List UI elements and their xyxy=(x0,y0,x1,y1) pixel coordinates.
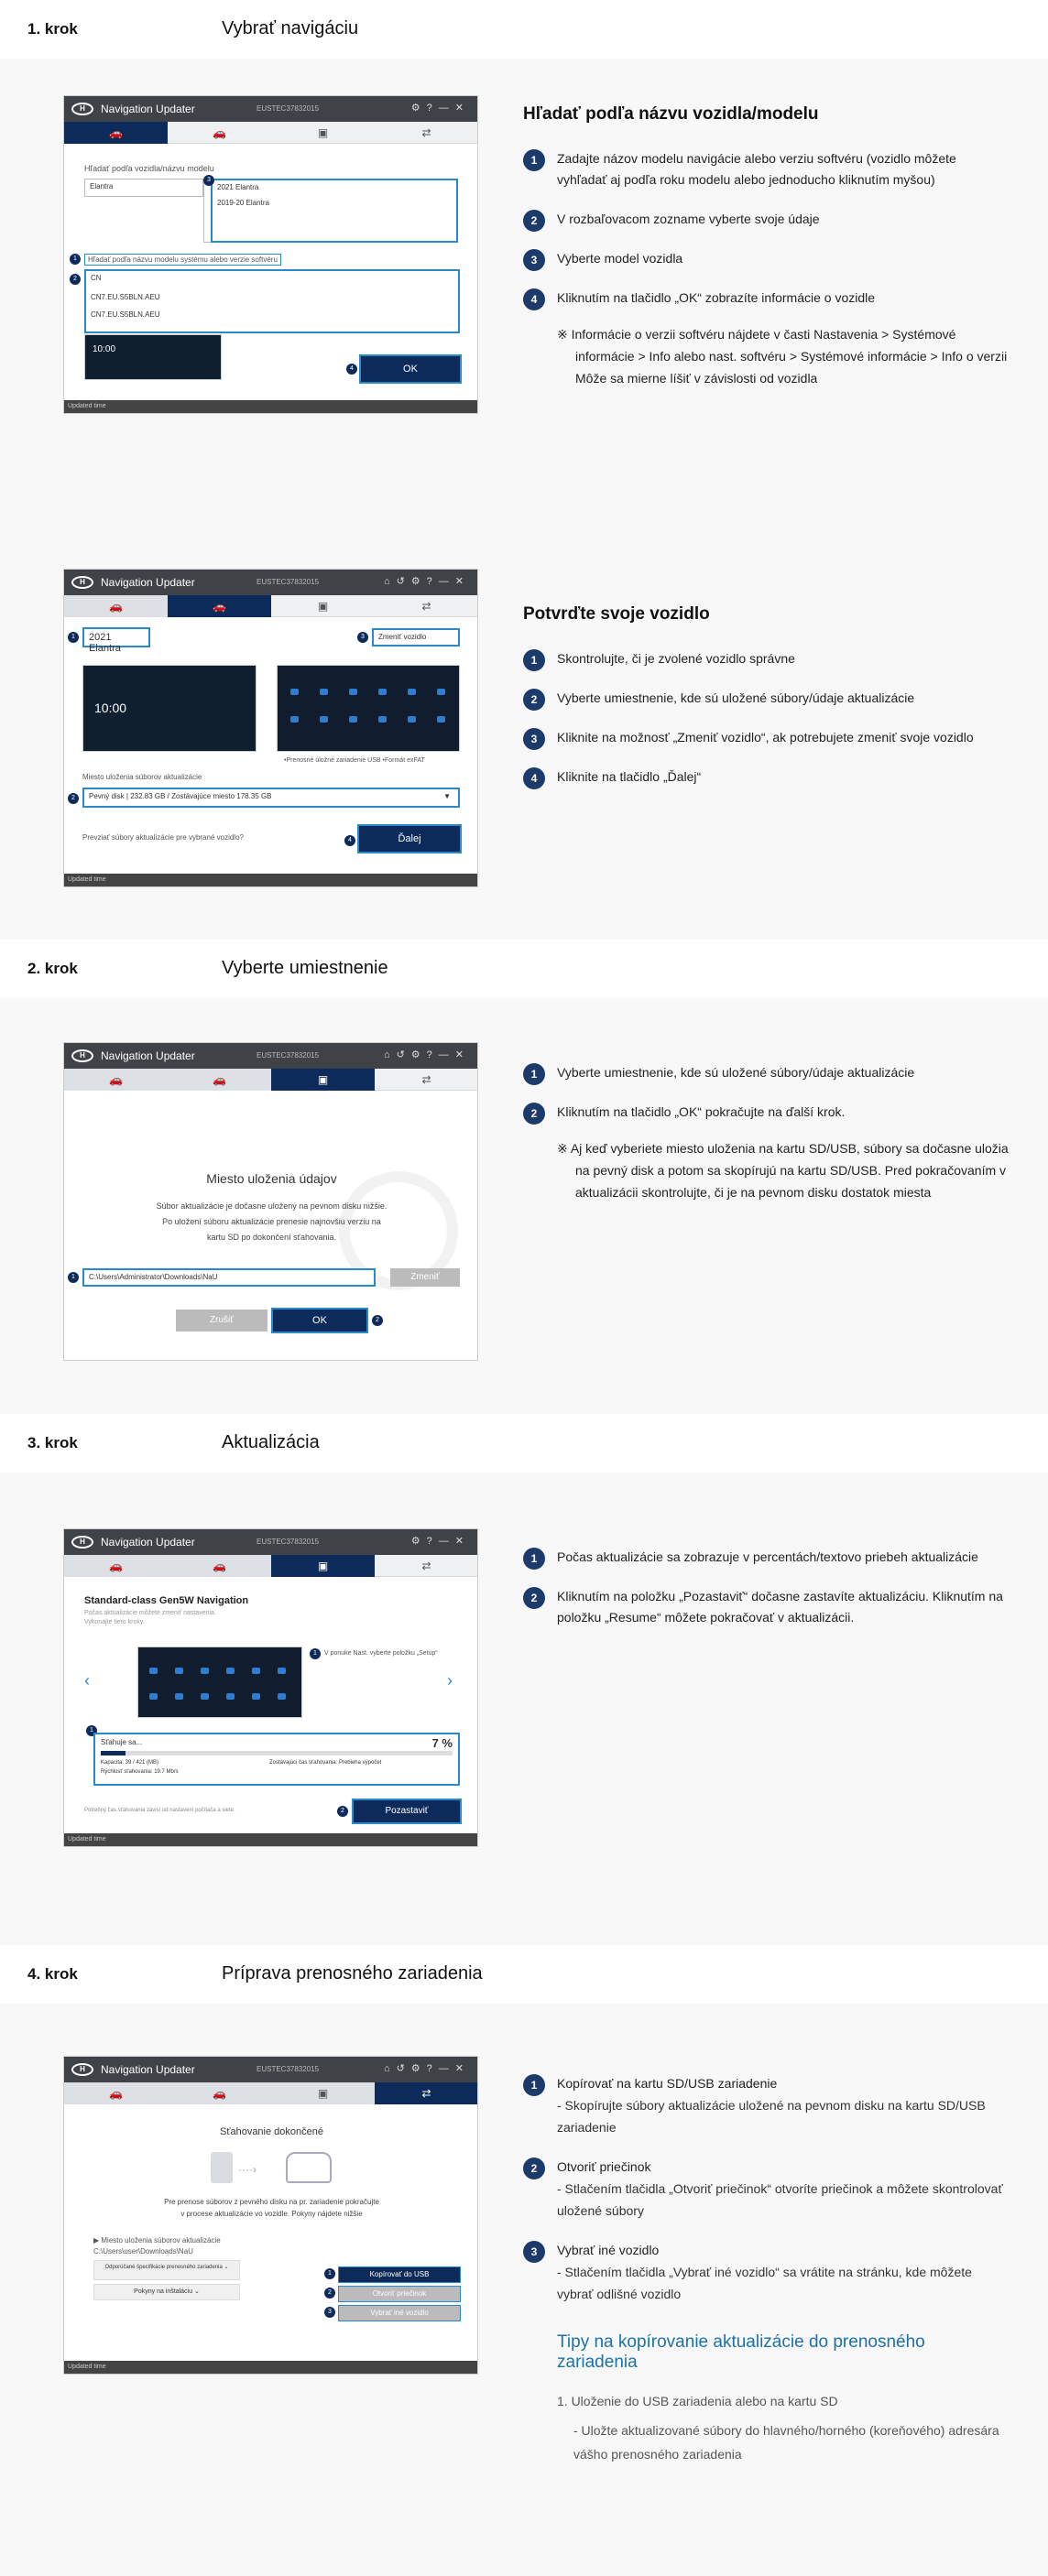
app-title: Navigation Updater xyxy=(101,1536,195,1549)
marker-tip: 1 xyxy=(310,1648,321,1659)
marker-2: 2 xyxy=(324,2288,335,2299)
title-bar xyxy=(64,1529,477,1555)
ok-button[interactable]: OK xyxy=(361,356,460,382)
previous-arrow-icon[interactable]: ‹ xyxy=(84,1671,90,1690)
path-input[interactable]: C:\Users\Administrator\Downloads\NaU xyxy=(82,1268,376,1287)
hyundai-logo-icon: H xyxy=(71,1536,93,1549)
instruction-item: 1 Zadajte názov modelu navigácie alebo verziu softvéru (vozidlo môžete vyhľadať aj podľa roku modelu alebo jednoducho kliknutím myšou) xyxy=(523,148,1009,190)
instruction-item: 4 Kliknutím na tlačidlo „OK“ zobrazíte informácie o vozidle xyxy=(523,288,1009,309)
update-subtitle: Počas aktualizácie môžete zmeniť nastavenia. xyxy=(84,1610,216,1616)
car-confirm-icon: 🚗 xyxy=(213,126,226,139)
copy-to-usb-button[interactable]: Kopírovať do USB xyxy=(339,2267,460,2282)
footer: Updated time xyxy=(64,1833,477,1846)
hyundai-logo-icon: H xyxy=(71,1049,93,1062)
app-title: Navigation Updater xyxy=(101,1049,195,1062)
step-label: 2. krok xyxy=(27,960,78,977)
device-caption: •Prenosné úložné zariadenie USB •Formát exFAT xyxy=(284,757,425,764)
step-bar xyxy=(64,1069,477,1091)
step1-instructions-search xyxy=(523,104,1009,389)
updater-window-search xyxy=(63,95,478,414)
navigation-home-preview xyxy=(82,665,257,752)
instructions-heading: Hľadať podľa názvu vozidla/modelu xyxy=(523,104,819,124)
search-label: Hľadať podľa vozidla/názvu modelu xyxy=(84,164,214,173)
select-other-vehicle-button[interactable]: Vybrať iné vozidlo xyxy=(339,2306,460,2321)
footer: Updated time xyxy=(64,874,477,886)
marker-2: 2 xyxy=(372,1315,383,1326)
car-search-icon[interactable]: 🚗 xyxy=(64,1069,168,1091)
step-bar xyxy=(64,122,477,144)
marker-1: 1 xyxy=(86,1725,97,1736)
transfer-arrow-icon: ····› xyxy=(238,2163,257,2176)
capacity-text: Kapacita: 39 / 421 (MB) xyxy=(101,1760,159,1766)
window-controls[interactable]: ⚙?—✕ xyxy=(410,1536,470,1547)
cancel-button[interactable]: Zrušiť xyxy=(176,1310,267,1331)
instruction-item: 2 Kliknutím na tlačidlo „OK“ pokračujte na ďalší krok. xyxy=(523,1102,1009,1123)
marker-1: 1 xyxy=(68,632,79,643)
model-option[interactable]: CN7.EU.S5BLN.AEU xyxy=(91,293,160,301)
download-complete-heading: Sťahovanie dokončené xyxy=(220,2126,323,2137)
user-id: EUSTEC37832015 xyxy=(257,1538,320,1546)
marker-1: 1 xyxy=(68,1272,79,1283)
progress-panel xyxy=(93,1733,460,1786)
user-id: EUSTEC37832015 xyxy=(257,1051,320,1060)
model-option[interactable]: CN7.EU.S5BLN.AEU xyxy=(91,310,160,319)
transfer-icon: ⇄ xyxy=(421,126,431,139)
transfer-icon[interactable]: ⇄ xyxy=(375,2082,478,2104)
car-search-icon[interactable]: 🚗 xyxy=(64,2082,168,2104)
location-label: ▶ Miesto uloženia súborov aktualizácie xyxy=(93,2236,221,2244)
marker-3: 3 xyxy=(203,175,214,186)
step-label: 3. krok xyxy=(27,1434,78,1451)
vehicle-list-item[interactable]: Elantra xyxy=(84,179,203,197)
step2-header xyxy=(0,940,1048,998)
updater-window-location xyxy=(63,1042,478,1361)
download-note: Potrebný čas sťahovania závisí od nastavení počítača a siete. xyxy=(84,1808,235,1813)
transfer-icon: ⇄ xyxy=(421,600,431,613)
speed-text: Rýchlosť sťahovania: 19.7 Mb/s xyxy=(101,1769,179,1775)
marker-3: 3 xyxy=(324,2307,335,2318)
user-id: EUSTEC37832015 xyxy=(257,2065,320,2073)
window-controls[interactable]: ⌂↺⚙?—✕ xyxy=(383,1049,470,1060)
step-bar xyxy=(64,2082,477,2104)
next-arrow-icon[interactable]: › xyxy=(447,1671,453,1690)
marker-2: 2 xyxy=(337,1806,348,1817)
transfer-icon: ⇄ xyxy=(421,1073,431,1086)
step-label: 1. krok xyxy=(27,20,78,38)
marker-4: 4 xyxy=(346,364,357,375)
updater-window-transfer xyxy=(63,2056,478,2375)
instruction-item: 3 Vybrať iné vozidlo - Stlačením tlačidla „Vybrať iné vozidlo“ sa vrátite na stránku, kde môžete vybrať odlišné vozidlo xyxy=(523,2240,1009,2305)
instruction-item: 2 Kliknutím na položku „Pozastaviť“ dočasne zastavíte aktualizáciu. Kliknutím na položku „Resume“ môžete pokračovať v aktualizácii. xyxy=(523,1586,1009,1628)
selected-vehicle: 2021 Elantra xyxy=(82,627,150,647)
app-title: Navigation Updater xyxy=(101,2063,195,2076)
step-label: 4. krok xyxy=(27,1965,78,1983)
step3-header xyxy=(0,1414,1048,1473)
clock-text: 10:00 xyxy=(94,701,127,715)
marker-3: 3 xyxy=(357,632,368,643)
download-icon[interactable]: ▣ xyxy=(271,1555,375,1577)
year-option[interactable]: 2019-20 Elantra xyxy=(217,199,269,207)
clock-text: 10:00 xyxy=(93,344,116,354)
footer: Updated time xyxy=(64,400,477,413)
progress-percent: 7 % xyxy=(431,1736,453,1750)
instruction-item: 1 Skontrolujte, či je zvolené vozidlo správne xyxy=(523,648,1009,669)
step3-instructions xyxy=(523,1547,1009,1647)
instruction-item: 1 Kopírovať na kartu SD/USB zariadenie - Skopírujte súbory aktualizácie uložené na pevnom disku na kartu SD/USB zariadenie xyxy=(523,2073,1009,2138)
download-question: Prevziať súbory aktualizácie pre vybrané vozidlo? xyxy=(82,833,244,842)
instruction-item: 2 Vyberte umiestnenie, kde sú uložené súbory/údaje aktualizácie xyxy=(523,688,1009,709)
instruction-item: 3 Kliknite na možnosť „Zmeniť vozidlo“, ak potrebujete zmeniť svoje vozidlo xyxy=(523,727,1009,748)
sd-card-icon xyxy=(211,2152,233,2183)
user-id: EUSTEC37832015 xyxy=(257,104,320,113)
update-heading: Standard-class Gen5W Navigation xyxy=(84,1595,249,1606)
storage-select[interactable]: Pevný disk | 232.83 GB / Zostávajúce miesto 178.35 GB ▼ xyxy=(82,788,460,808)
recommended-specs-dropdown[interactable]: Odporúčané špecifikácie prenosného zariadenia ⌄ xyxy=(93,2260,240,2280)
window-controls[interactable]: ⌂↺⚙?—✕ xyxy=(383,2063,470,2074)
storage-label: Miesto uloženia súborov aktualizácie xyxy=(82,773,202,781)
car-icon xyxy=(286,2152,332,2183)
progress-fill xyxy=(101,1751,126,1755)
progress-track xyxy=(101,1751,453,1755)
hyundai-logo-icon: H xyxy=(71,576,93,589)
step-title: Vyberte umiestnenie xyxy=(222,958,388,978)
navigation-menu-preview xyxy=(277,665,460,752)
instruction-item: 1 Vyberte umiestnenie, kde sú uložené súbory/údaje aktualizácie xyxy=(523,1062,1009,1083)
title-bar xyxy=(64,1043,477,1069)
change-vehicle-button[interactable]: Zmeniť vozidlo xyxy=(372,628,460,647)
car-confirm-icon[interactable]: 🚗 xyxy=(168,595,271,617)
change-path-button[interactable]: Zmeniť xyxy=(390,1268,460,1287)
instruction-item: 3 Vyberte model vozidla xyxy=(523,248,1009,269)
marker-1: 1 xyxy=(324,2268,335,2279)
year-list[interactable] xyxy=(211,179,458,243)
step1-instructions-confirm xyxy=(523,604,1009,806)
car-search-icon[interactable]: 🚗 xyxy=(64,1555,168,1577)
progress-label: Sťahuje sa... xyxy=(101,1738,143,1746)
title-bar xyxy=(64,2057,477,2082)
pause-button[interactable]: Pozastaviť xyxy=(354,1800,460,1822)
download-icon: ▣ xyxy=(317,600,329,613)
marker-4: 4 xyxy=(344,835,355,846)
title-bar xyxy=(64,96,477,122)
note: ※ Informácie o verzii softvéru nájdete v časti Nastavenia > Systémové informácie > Info alebo nast. softvéru > Systémové informácie > Info o verzii Môže sa mierne líšiť v závislosti od vozidla xyxy=(557,327,1008,386)
title-bar xyxy=(64,570,477,595)
window-controls[interactable]: ⌂↺⚙?—✕ xyxy=(383,576,470,587)
step2-instructions xyxy=(523,1062,1009,1203)
install-guide-dropdown[interactable]: Pokyny na inštaláciu ⌄ xyxy=(93,2284,240,2300)
model-search-dropdown[interactable] xyxy=(84,269,460,333)
updater-window-confirm xyxy=(63,569,478,887)
note: ※ Aj keď vyberiete miesto uloženia na kartu SD/USB, súbory sa dočasne uložia na pevný disk a potom sa skopírujú na kartu SD/USB. Pred pokračovaním v aktualizácii skontrolujte, či je na pevnom disku dostatok miesta xyxy=(557,1141,1009,1200)
car-confirm-icon[interactable]: 🚗 xyxy=(168,2082,271,2104)
step4-instructions xyxy=(523,2073,1009,2466)
app-title: Navigation Updater xyxy=(101,103,195,115)
car-search-icon[interactable]: 🚗 xyxy=(64,122,168,144)
step-bar xyxy=(64,1555,477,1577)
step4-header xyxy=(0,1945,1048,2004)
hyundai-logo-icon: H xyxy=(71,103,93,115)
download-icon[interactable]: ▣ xyxy=(271,2082,375,2104)
car-search-icon[interactable]: 🚗 xyxy=(64,595,168,617)
step1-header xyxy=(0,0,1048,59)
instruction-item: 2 Otvoriť priečinok - Stlačením tlačidla „Otvoriť priečinok“ otvoríte priečinok a môžete skontrolovať uložené súbory xyxy=(523,2157,1009,2222)
transfer-description: Pre prenose súborov z pevného disku na pr. zariadenie pokračujte v procese aktualizácie vo vozidle. Pokyny nájdete nižšie xyxy=(164,2198,379,2218)
car-confirm-icon[interactable]: 🚗 xyxy=(168,1555,271,1577)
download-icon: ▣ xyxy=(317,126,329,139)
year-option[interactable]: 2021 Elantra xyxy=(217,183,259,191)
tip-detail: - Uložte aktualizované súbory do hlavného/horného (koreňového) adresára vášho prenosného zariadenia xyxy=(573,2423,999,2462)
open-folder-button[interactable]: Otvoriť priečinok xyxy=(339,2287,460,2301)
setup-tip: V ponuke Nast. vyberte položku „Setup“ xyxy=(324,1650,438,1657)
tips-heading: Tipy na kopírovanie aktualizácie do prenosného zariadenia xyxy=(557,2332,925,2372)
location-path: C:\Users\user\Downloads\NaU xyxy=(93,2247,193,2255)
download-icon[interactable]: ▣ xyxy=(271,1069,375,1091)
car-confirm-icon[interactable]: 🚗 xyxy=(168,1069,271,1091)
instructions-heading: Potvrďte svoje vozidlo xyxy=(523,604,710,624)
footer: Updated time xyxy=(64,2361,477,2374)
model-search-input[interactable]: CN xyxy=(91,274,102,282)
navigation-preview xyxy=(84,334,222,380)
location-description: Súbor aktualizácie je dočasne uložený na pevnom disku nižšie. Po uložení súboru aktualizácie prenesie najnovšiu verziu na kartu SD po dokončení sťahovania. xyxy=(156,1201,388,1242)
instruction-item: 4 Kliknite na tlačidlo „Ďalej“ xyxy=(523,766,1009,788)
step-title: Vybrať navigáciu xyxy=(222,18,359,38)
instruction-item: 2 V rozbaľovacom zozname vyberte svoje údaje xyxy=(523,209,1009,230)
tip-item: 1. Uloženie do USB zariadenia alebo na kartu SD xyxy=(557,2394,838,2408)
marker-1: 1 xyxy=(70,254,81,265)
marker-2: 2 xyxy=(70,274,81,285)
next-button[interactable]: Ďalej xyxy=(359,826,460,852)
chevron-down-icon: ▼ xyxy=(443,792,451,800)
updater-window-update xyxy=(63,1528,478,1847)
marker-2: 2 xyxy=(68,793,79,804)
step-title: Aktualizácia xyxy=(222,1432,320,1452)
update-subtitle: Vykonajte tieto kroky. xyxy=(84,1619,145,1625)
instruction-item: 1 Počas aktualizácie sa zobrazuje v percentách/textovo priebeh aktualizácie xyxy=(523,1547,1009,1568)
step-title: Príprava prenosného zariadenia xyxy=(222,1963,483,1984)
hyundai-logo-icon: H xyxy=(71,2063,93,2076)
model-search-label: Hľadať podľa názvu modelu systému alebo verzie softvéru xyxy=(84,254,281,266)
step-bar xyxy=(64,595,477,617)
ok-button[interactable]: OK xyxy=(273,1310,366,1331)
remaining-text: Zostávajúci čas sťahovania: Prebieha výpočet xyxy=(269,1760,382,1766)
user-id: EUSTEC37832015 xyxy=(257,578,320,586)
app-title: Navigation Updater xyxy=(101,576,195,589)
location-heading: Miesto uloženia údajov xyxy=(206,1171,337,1186)
transfer-icon: ⇄ xyxy=(421,1560,431,1572)
settings-preview xyxy=(137,1647,302,1718)
window-controls[interactable]: ⚙?—✕ xyxy=(410,103,470,114)
